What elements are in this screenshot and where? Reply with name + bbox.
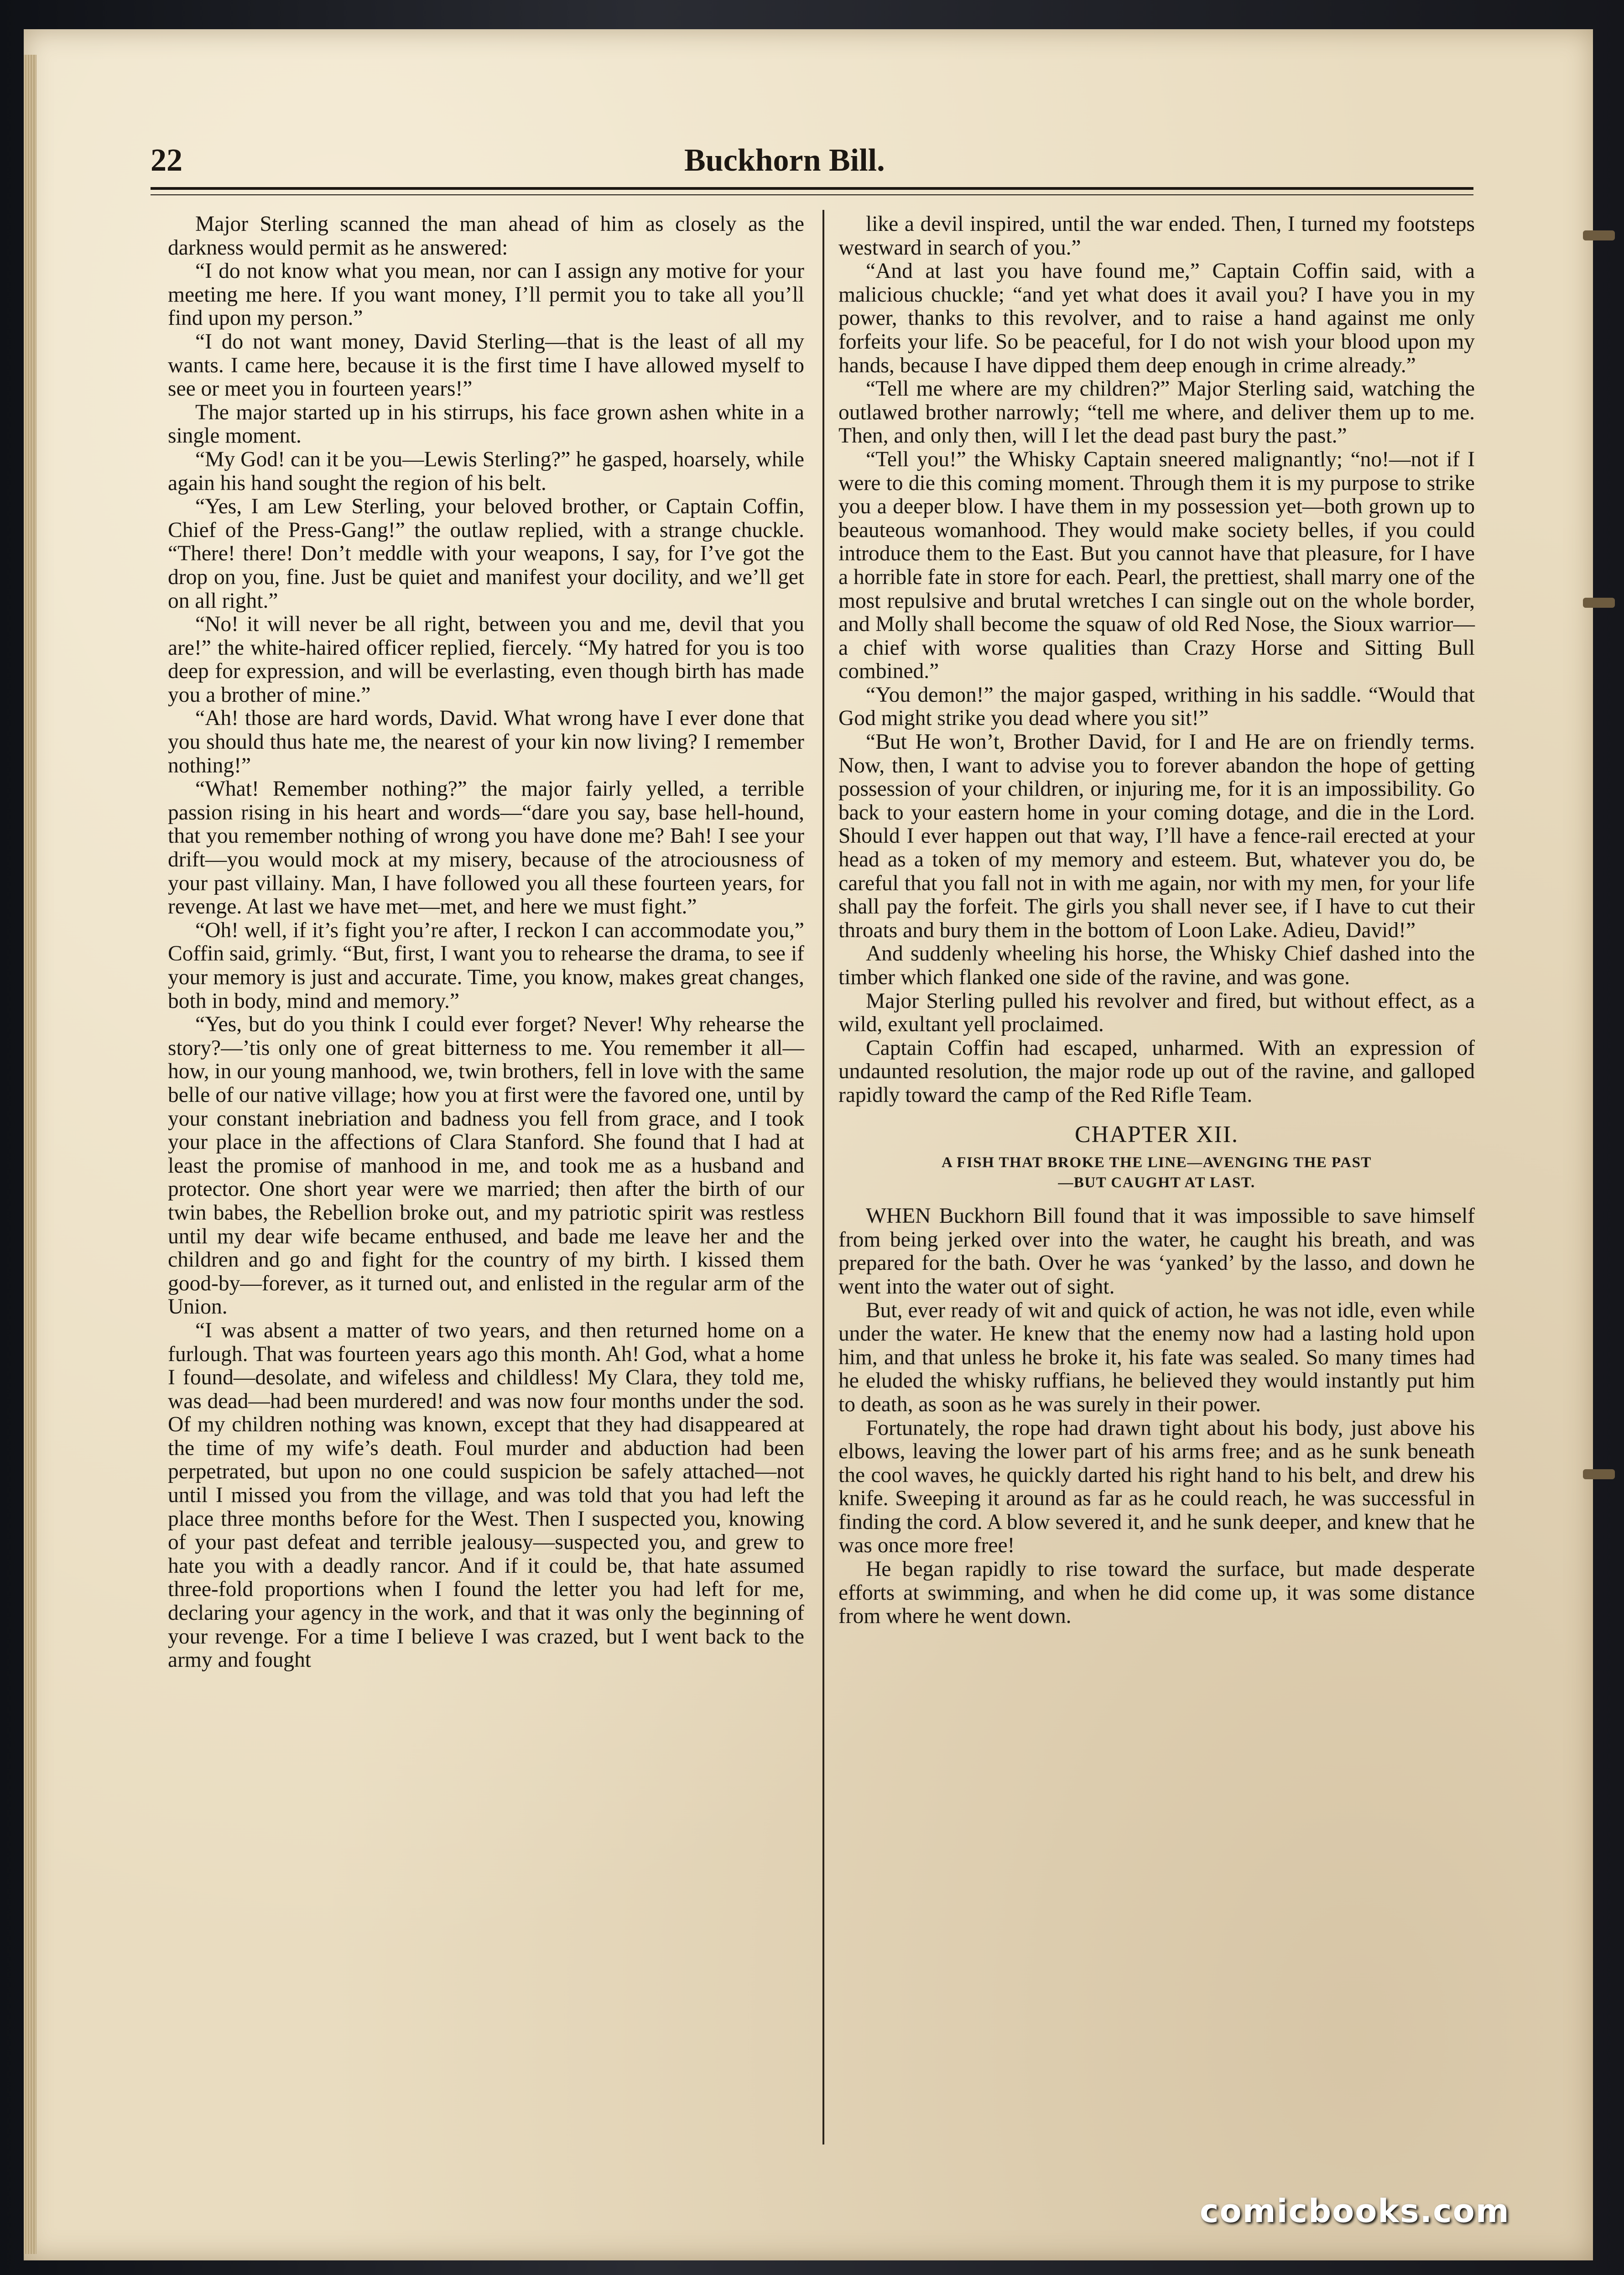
paragraph: “My God! can it be you—Lewis Sterling?” he gasped, hoarsely, while again his hand sought the region of his belt.: [168, 447, 804, 495]
paragraph: The major started up in his stirrups, his face grown ashen white in a single moment.: [168, 400, 804, 448]
paragraph: “I do not want money, David Sterling—that is the least of all my wants. I came here, because it is the first time I have allowed myself to see or meet you in fourteen years!”: [168, 329, 804, 401]
paragraph: “I was absent a matter of two years, and then returned home on a furlough. That was fourteen years ago this month. Ah! God, what a home I found—desolate, and wifeless and childless! My Clara, they told me, was dead—had been murdered! and was now four months under the sod. Of my children nothing was known, except that they had disappeared at the time of my wife’s death. Foul murder and abduction had been perpetrated, but upon no one could suspicion be safely attached—not until I missed you from the village, and was told that you had left the place three months before for the West. Then I suspected you, knowing of your past defeat and terrible jealousy—suspected you, and grew to hate you with a deadly rancor. And if it could be, that hate assumed three-fold proportions when I found the letter you had left for me, declaring your agency in the work, and that it was only the beginning of your revenge. For a time I believe I was crazed, but I went back to the army and fought: [168, 1318, 804, 1672]
chapter-subtitle: [838, 1153, 1475, 1193]
paragraph: But, ever ready of wit and quick of action, he was not idle, even while under the water. He knew that the enemy now had a lasting hold upon him, and that unless he broke it, his fate was sealed. So many times had he eluded the whisky ruffians, he believed they would instantly put him to death, as soon as he was surely in their power.: [838, 1298, 1475, 1416]
paragraph: Major Sterling scanned the man ahead of him as closely as the darkness would permit as he answered:: [168, 212, 804, 260]
paragraph: “Yes, but do you think I could ever forget? Never! Why rehearse the story?—’tis only one of great bitterness to me. You remember it all—how, in our young manhood, we, twin brothers, fell in love with the same belle of our native village; how you at first were the favored one, until by your constant inebriation and badness you fell from grace, and I took your place in the affections of Clara Stanford. She found that I had at least the promise of manhood in me, and took me as a husband and protector. One short year were we married; then after the birth of our twin babes, the Rebellion broke out, and my patriotic spirit was restless until my dear wife became enthused, and bade me leave her and the children and go and fight for the country of my birth. I kissed them good-by—forever, as it turned out, and enlisted in the regular arm of the Union.: [168, 1012, 804, 1319]
chapter-subtitle-line: A FISH THAT BROKE THE LINE—AVENGING THE PAST: [942, 1154, 1372, 1171]
paragraph: Fortunately, the rope had drawn tight about his body, just above his elbows, leaving the lower part of his arms free; and as he sunk beneath the cool waves, he quickly darted his right hand to his belt, and drew his knife. Sweeping it around as far as he could reach, he was successful in finding the cord. A blow severed it, and he sunk deeper, and knew that he was once more free!: [838, 1416, 1475, 1558]
site-watermark: comicbooks.com: [1200, 2192, 1510, 2230]
paragraph: “Tell you!” the Whisky Captain sneered malignantly; “no!—not if I were to die this coming moment. Through them it is my purpose to strike you a deeper blow. I have them in my possession yet—both grown up to beauteous womanhood. They would make society belles, if you could introduce them to the East. But you cannot have that pleasure, for I have a horrible fate in store for each. Pearl, the prettiest, shall marry one of the most repulsive and brutal wretches I can single out on the whole border, and Molly shall become the squaw of old Red Nose, the Sioux warrior—a chief with worse qualities than Crazy Horse and Sitting Bull combined.”: [838, 447, 1475, 684]
paragraph: “You demon!” the major gasped, writhing in his saddle. “Would that God might strike you dead where you sit!”: [838, 683, 1475, 731]
chapter-subtitle-line: —BUT CAUGHT AT LAST.: [1058, 1174, 1255, 1191]
paragraph: “What! Remember nothing?” the major fairly yelled, a terrible passion rising in his heart and words—“dare you say, base hell-hound, that you remember nothing of wrong you have done me? Bah! I see your drift—you would mock at my misery, because of the atrociousness of your past villainy. Man, I have followed you all these fourteen years, for revenge. At last we have met—met, and here we must fight.”: [168, 777, 804, 919]
paragraph: Major Sterling pulled his revolver and fired, but without effect, as a wild, exultant yell proclaimed.: [838, 989, 1475, 1037]
right-column: [838, 213, 1475, 1628]
paragraph: “Yes, I am Lew Sterling, your beloved brother, or Captain Coffin, Chief of the Press-Gang!” the outlaw replied, with a strange chuckle. “There! there! Don’t meddle with your weapons, I say, for I’ve got the drop on you, fine. Just be quiet and manifest your docility, and we’ll get on all right.”: [168, 495, 804, 613]
chapter-heading: CHAPTER XII.: [1074, 1121, 1239, 1148]
paragraph: “Tell me where are my children?” Major Sterling said, watching the outlawed brother narrowly; “tell me where, and deliver them up to me. Then, and only then, will I let the dead past bury the past.”: [838, 377, 1475, 448]
binding-staple-bottom: [1583, 1469, 1615, 1479]
paragraph: “Ah! those are hard words, David. What wrong have I ever done that you should thus hate me, the nearest of your kin now living? I remember nothing!”: [168, 706, 804, 777]
paragraph: like a devil inspired, until the war ended. Then, I turned my footsteps westward in search of you.”: [838, 212, 1475, 260]
paragraph: “Oh! well, if it’s fight you’re after, I reckon I can accommodate you,” Coffin said, grimly. “But, first, I want you to rehearse the drama, to see if your memory is just and accurate. Time, you know, makes great changes, both in body, mind and memory.”: [168, 918, 804, 1013]
paragraph: And suddenly wheeling his horse, the Whisky Chief dashed into the timber which flanked one side of the ravine, and was gone.: [838, 942, 1475, 989]
page-edge-stack: [24, 55, 36, 2254]
column-divider: [822, 210, 824, 2145]
page-number: 22: [151, 143, 182, 178]
paragraph: Captain Coffin had escaped, unharmed. With an expression of undaunted resolution, the major rode up out of the ravine, and galloped rapidly toward the camp of the Red Rifle Team.: [838, 1036, 1475, 1107]
paragraph: He began rapidly to rise toward the surface, but made desperate efforts at swimming, and when he did come up, it was some distance from where he went down.: [838, 1557, 1475, 1628]
left-column: [168, 213, 804, 1672]
paragraph: “I do not know what you mean, nor can I assign any motive for your meeting me here. If you want money, I’ll permit you to take all you’ll find upon my person.”: [168, 259, 804, 330]
paragraph: “And at last you have found me,” Captain Coffin said, with a malicious chuckle; “and yet what does it avail you? I have you in my power, thanks to this revolver, and to raise a hand against me only forfeits your life. So be peaceful, for I do not wish your blood upon my hands, because I have dipped them deep enough in crime already.”: [838, 259, 1475, 377]
header-rule: [151, 187, 1473, 195]
paragraph: WHEN Buckhorn Bill found that it was impossible to save himself from being jerked over into the water, he caught his breath, and was prepared for the bath. Over he was ‘yanked’ by the lasso, and down he went into the water out of sight.: [838, 1204, 1475, 1299]
page-header: [151, 133, 1473, 188]
binding-staple-middle: [1583, 598, 1615, 608]
binding-staple-top: [1583, 230, 1615, 240]
paragraph: “No! it will never be all right, between you and me, devil that you are!” the white-haired officer replied, fiercely. “My hatred for you is too deep for expression, and will be everlasting, even though birth has made you a brother of mine.”: [168, 612, 804, 707]
running-title: Buckhorn Bill.: [684, 143, 885, 178]
paragraph: “But He won’t, Brother David, for I and He are on friendly terms. Now, then, I want to advise you to forever abandon the hope of getting possession of your children, or injuring me, for it is an impossibility. Go back to your eastern home in your coming dotage, and die in the Lord. Should I ever happen out that way, I’ll have a fence-rail erected at your head as a token of my memory and esteem. But, whatever you do, be careful that you fall not in with me again, nor with my men, for your life shall pay the forfeit. The girls you shall never see, if I have to cut their throats and bury them in the bottom of Loon Lake. Adieu, David!”: [838, 730, 1475, 942]
